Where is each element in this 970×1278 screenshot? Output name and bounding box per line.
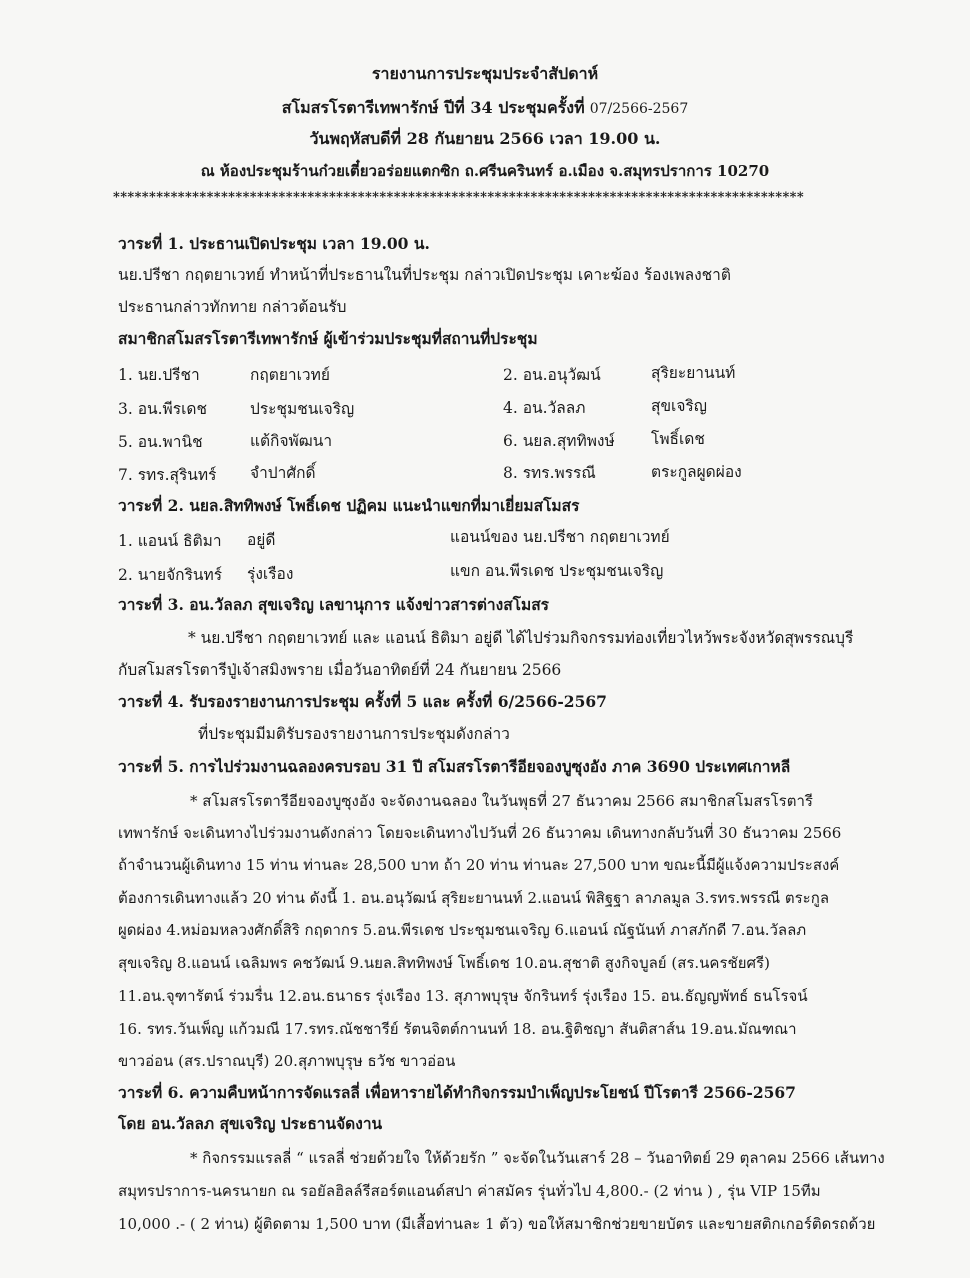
guest-note: แอนน์ของ นย.ปรีชา กฤตยาเวทย์ <box>450 528 670 546</box>
member-name: 8. รทร.พรรณี <box>503 464 596 482</box>
agenda-3-text-1: * นย.ปรีชา กฤตยาเวทย์ และ แอนน์ ธิติมา อยู่ดี ได้ไปร่วมกิจกรรมท่องเที่ยวไหว้พระจังหวัดสุพรรณบุรี <box>188 629 854 647</box>
agenda-5-line: 16. รทร.วันเพ็ญ แก้วมณี 17.รทร.ณัชชารีย์ รัตนจิตต์กานนท์ 18. อน.ฐิติชญา สันติสาส์น 19.อน.มัณฑณา <box>118 1020 797 1038</box>
agenda-4-title: วาระที่ 4. รับรองรายงานการประชุม ครั้งที่ 5 และ ครั้งที่ 6/2566-2567 <box>118 692 607 711</box>
member-surname: สุขเจริญ <box>651 397 707 415</box>
guest-surname: รุ่งเรือง <box>247 565 294 583</box>
meeting-venue: ณ ห้องประชุมร้านก๋วยเตี๋ยวอร่อยแตกซิก ถ.ศรีนครินทร์ อ.เมือง จ.สมุทรปราการ 10270 <box>200 162 770 180</box>
member-surname: ประชุมชนเจริญ <box>250 400 355 418</box>
agenda-3-title: วาระที่ 3. อน.วัลลภ สุขเจริญ เลขานุการ แจ้งข่าวสารต่างสโมสร <box>118 595 549 614</box>
agenda-1-title: วาระที่ 1. ประธานเปิดประชุม เวลา 19.00 น. <box>118 234 430 253</box>
member-surname: สุริยะยานนท์ <box>651 364 736 382</box>
member-name: 2. อน.อนุวัฒน์ <box>503 366 601 384</box>
member-surname: กฤตยาเวทย์ <box>250 366 330 384</box>
member-name: 5. อน.พานิช <box>118 433 203 451</box>
report-title: รายงานการประชุมประจำสัปดาห์ <box>371 64 599 83</box>
agenda-3-text-2: กับสโมสรโรตารีปู่เจ้าสมิงพราย เมื่อวันอาทิตย์ที่ 24 กันยายน 2566 <box>118 661 562 679</box>
agenda-6-subtitle: โดย อน.วัลลภ สุขเจริญ ประธานจัดงาน <box>118 1114 383 1133</box>
members-title: สมาชิกสโมสรโรตารีเทพารักษ์ ผู้เข้าร่วมประชุมที่สถานที่ประชุม <box>118 329 538 348</box>
member-surname: ตระกูลผูดผ่อง <box>651 463 742 481</box>
club-name: สโมสรโรตารีเทพารักษ์ ปีที่ 34 ประชุมครั้งที่ <box>281 98 585 117</box>
agenda-5-line: สุขเจริญ 8.แอนน์ เฉลิมพร คชวัฒน์ 9.นยล.สิททิพงษ์ โพธิ์เดช 10.อน.สุชาติ สูงกิจบูลย์ (สร.นครชัยศรี) <box>118 954 770 972</box>
separator-stars: ************************************************************************************************ <box>113 190 805 205</box>
member-surname: แต้กิจพัฒนา <box>250 432 333 450</box>
agenda-6-title: วาระที่ 6. ความคืบหน้าการจัดแรลลี่ เพื่อหารายได้ทำกิจกรรมบำเพ็ญประโยชน์ ปีโรตารี 2566-2567 <box>118 1083 796 1102</box>
agenda-5-title: วาระที่ 5. การไปร่วมงานฉลองครบรอบ 31 ปี สโมสรโรตารีอียจองบูซุงอัง ภาค 3690 ประเทศเกาหลี <box>118 757 791 776</box>
member-name: 1. นย.ปรีชา <box>118 366 200 384</box>
guest-surname: อยู่ดี <box>247 531 276 549</box>
agenda-5-line: ถ้าจำนวนผู้เดินทาง 15 ท่าน ท่านละ 28,500 บาท ถ้า 20 ท่าน ท่านละ 27,500 บาท ขณะนี้มีผู้แจ้งความประสงค์ <box>118 856 840 874</box>
agenda-5-line: เทพารักษ์ จะเดินทางไปร่วมงานดังกล่าว โดยจะเดินทางไปวันที่ 26 ธันวาคม เดินทางกลับวันที่ 30 ธันวาคม 2566 <box>118 824 842 842</box>
member-name: 3. อน.พีรเดช <box>118 400 207 418</box>
agenda-5-line: * สโมสรโรตารีอียจองบูซุงอัง จะจัดงานฉลอง ในวันพุธที่ 27 ธันวาคม 2566 สมาชิกสโมสรโรตารี <box>190 792 813 810</box>
member-surname: จำปาศักดิ์ <box>250 464 316 482</box>
member-name: 7. รทร.สุรินทร์ <box>118 466 217 484</box>
meeting-number: 07/2566-2567 <box>589 101 689 117</box>
agenda-5-line: ขาวอ่อน (สร.ปราณบุรี) 20.สุภาพบุรุษ ธวัช ขาวอ่อน <box>118 1052 456 1070</box>
member-name: 6. นยล.สุททิพงษ์ <box>503 432 615 450</box>
meeting-date: วันพฤหัสบดีที่ 28 กันยายน 2566 เวลา 19.00 น. <box>309 129 661 148</box>
club-line <box>0 96 970 121</box>
agenda-5-line: ต้องการเดินทางแล้ว 20 ท่าน ดังนี้ 1. อน.อนุวัฒน์ สุริยะยานนท์ 2.แอนน์ พิสิฐฐา ลาภลมูล 3.รทร.พรรณี ตระกูล <box>118 889 830 907</box>
guest-name: 1. แอนน์ ธิติมา <box>118 532 222 550</box>
agenda-6-line: * กิจกรรมแรลลี่ “ แรลลี่ ช่วยด้วยใจ ให้ด้วยรัก ” จะจัดในวันเสาร์ 28 – วันอาทิตย์ 29 ตุลาคม 2566 เส้นทาง <box>190 1149 885 1167</box>
member-name: 4. อน.วัลลภ <box>503 399 586 417</box>
guest-name: 2. นายจักรินทร์ <box>118 566 223 584</box>
agenda-1-text-1: นย.ปรีชา กฤตยาเวทย์ ทำหน้าที่ประธานในที่ประชุม กล่าวเปิดประชุม เคาะฆ้อง ร้องเพลงชาติ <box>118 266 731 284</box>
member-surname: โพธิ์เดช <box>651 430 705 448</box>
agenda-2-title: วาระที่ 2. นยล.สิททิพงษ์ โพธิ์เดช ปฏิคม แนะนำแขกที่มาเยี่ยมสโมสร <box>118 496 580 515</box>
guest-note: แขก อน.พีรเดช ประชุมชนเจริญ <box>450 562 664 580</box>
agenda-4-text-1: ที่ประชุมมีมติรับรองรายงานการประชุมดังกล่าว <box>198 725 510 743</box>
agenda-1-text-2: ประธานกล่าวทักทาย กล่าวต้อนรับ <box>118 298 347 316</box>
agenda-5-line: 11.อน.จุฑารัตน์ ร่วมรื่น 12.อน.ธนาธร รุ่งเรือง 13. สุภาพบุรุษ จักรินทร์ รุ่งเรือง 15. อน.ธัญญพัทธ์ ธนโรจน์ <box>118 987 808 1005</box>
agenda-6-line: 10,000 .- ( 2 ท่าน) ผู้ติดตาม 1,500 บาท (มีเสื้อท่านละ 1 ตัว) ขอให้สมาชิกช่วยขายบัตร และขายสติกเกอร์ติดรถด้วย <box>118 1215 876 1233</box>
agenda-5-line: ผูดผ่อง 4.หม่อมหลวงศักดิ์สิริ กฤดากร 5.อน.พีรเดช ประชุมชนเจริญ 6.แอนน์ ณัฐนันท์ ภาสภักดี 7.อน.วัลลภ <box>118 921 807 939</box>
agenda-6-line: สมุทรปราการ-นครนายก ณ รอยัลฮิลล์รีสอร์ตแอนด์สปา ค่าสมัคร รุ่นทั่วไป 4,800.- (2 ท่าน ) , รุ่น VIP 15ทีม <box>118 1182 821 1200</box>
